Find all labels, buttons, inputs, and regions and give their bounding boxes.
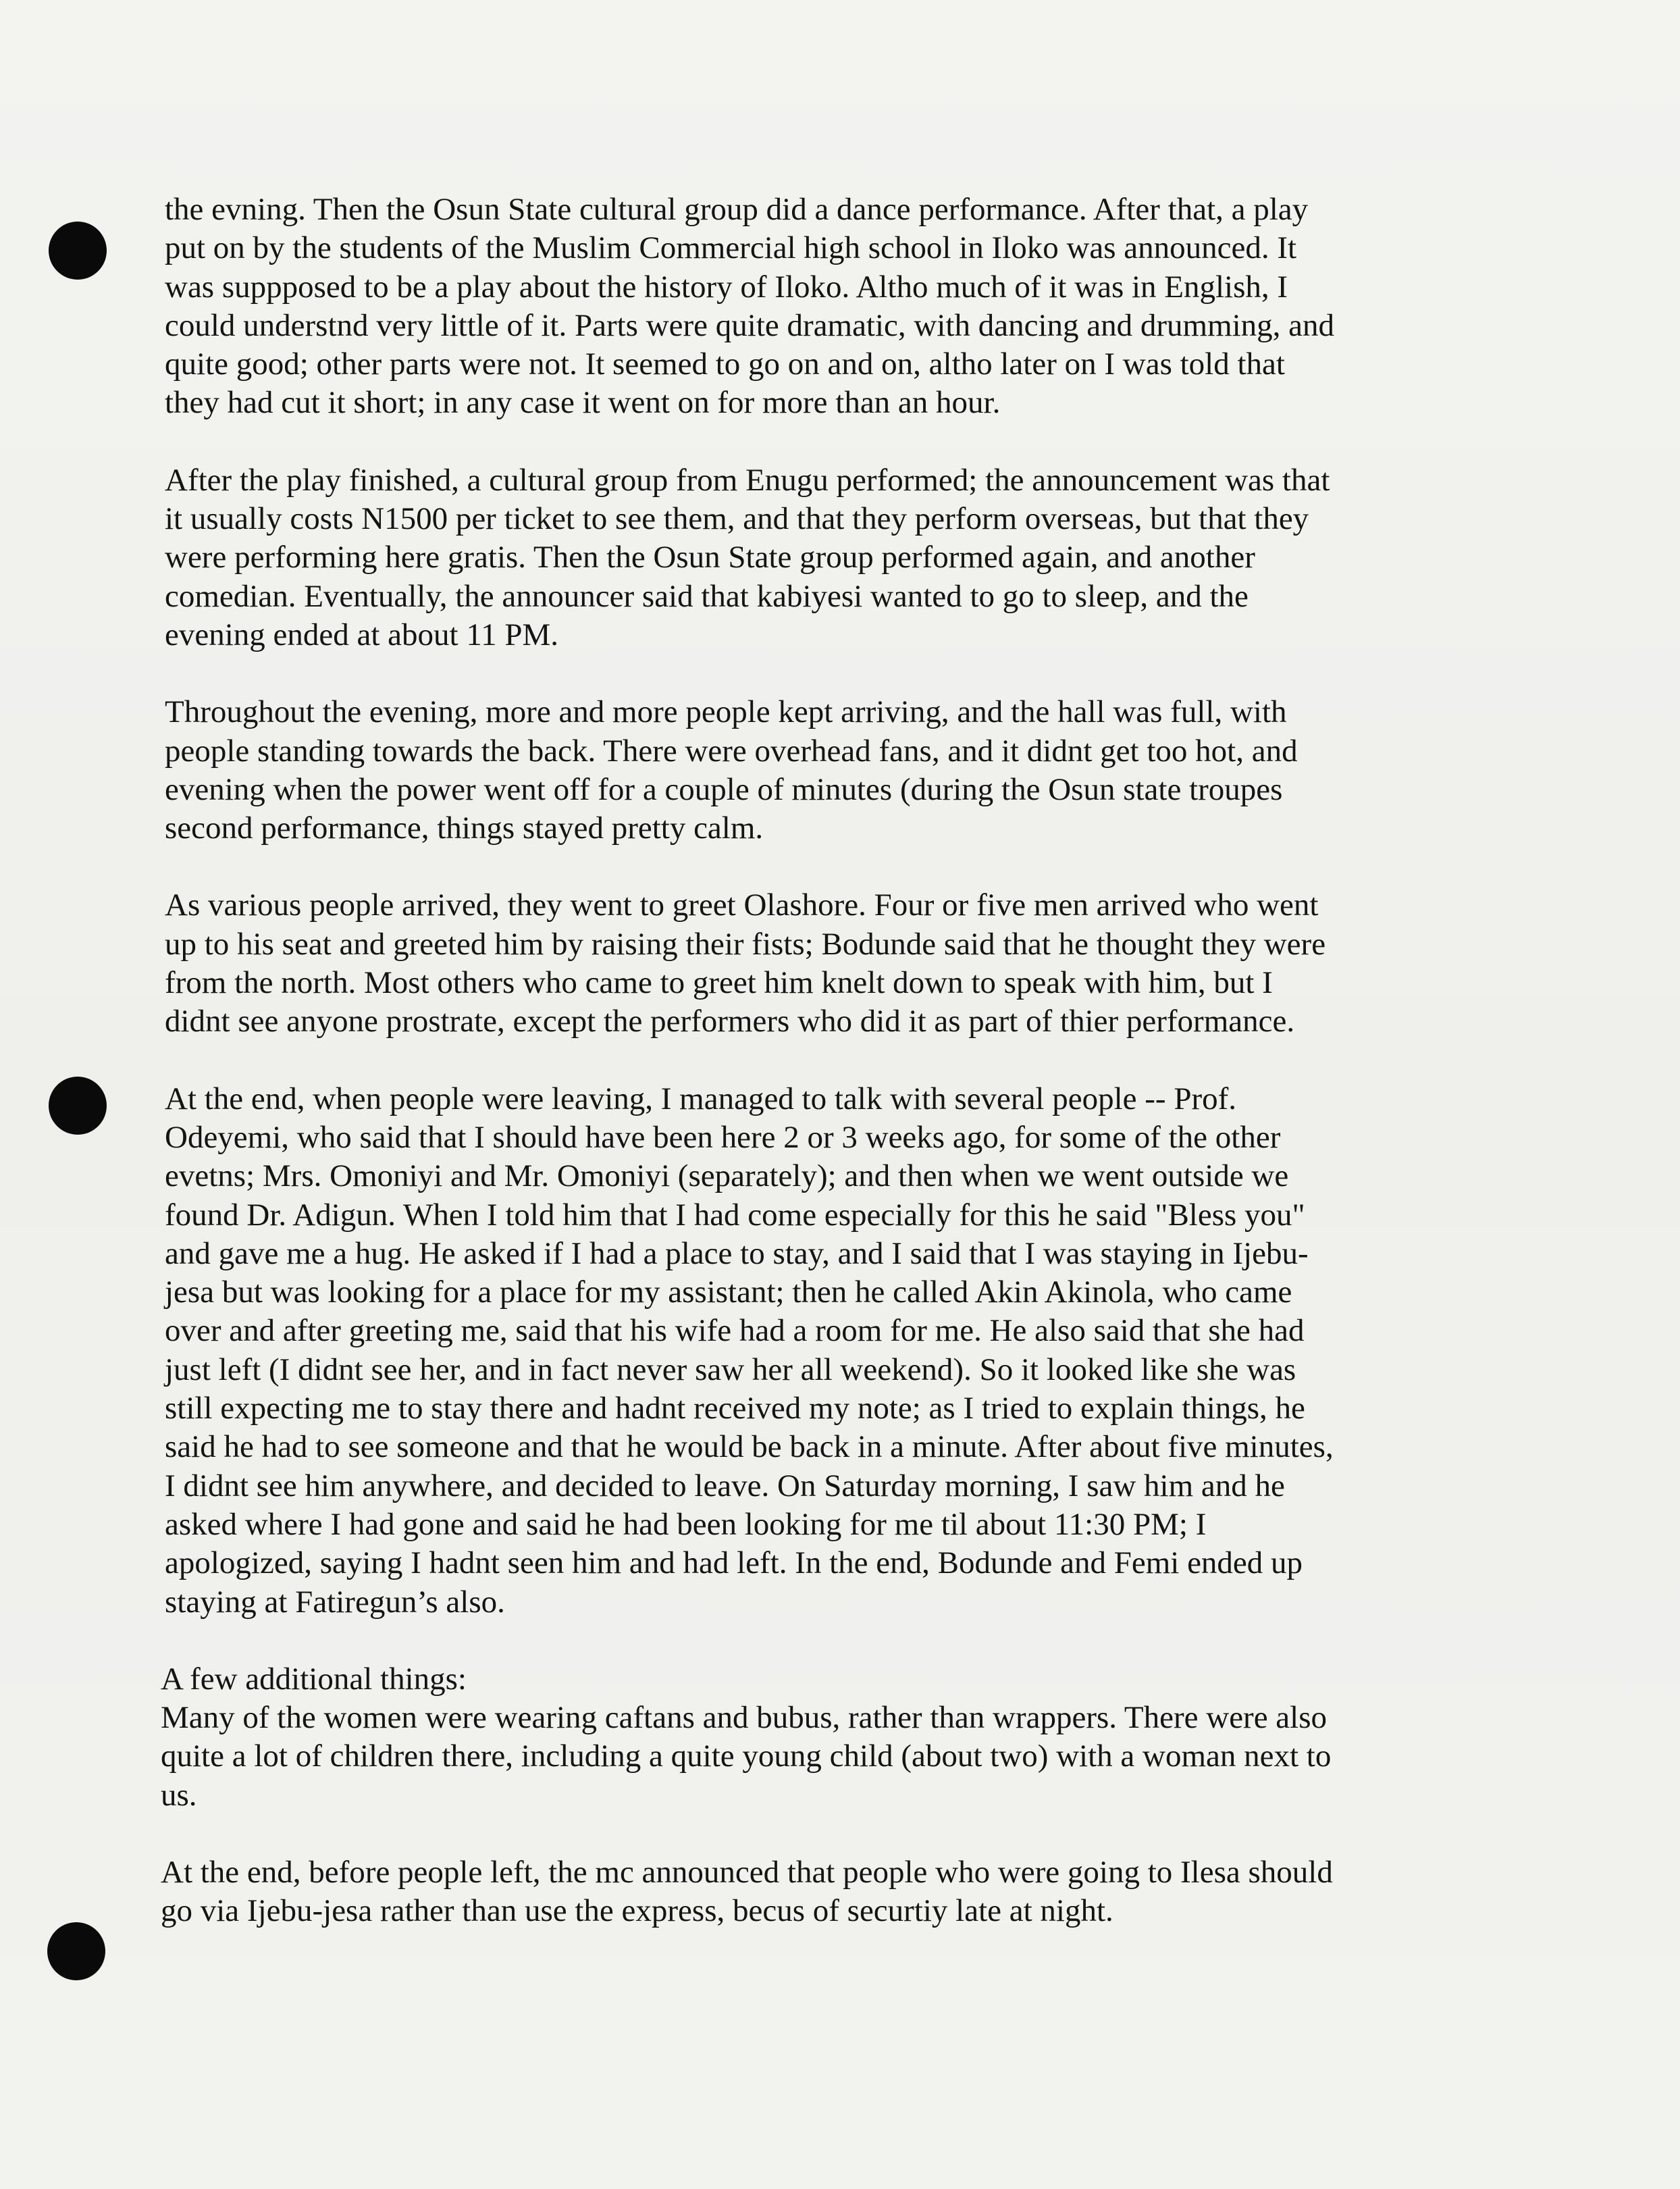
binder-hole-middle <box>49 1077 107 1135</box>
text-line: quite good; other parts were not. It seemed to go on and on, altho later on I was told that <box>165 346 1285 382</box>
text-line: over and after greeting me, said that his wife had a room for me. He also said that she had <box>165 1313 1305 1349</box>
text-line: said he had to see someone and that he would be back in a minute. After about five minutes, <box>165 1429 1334 1465</box>
paragraph-evening-play <box>165 190 1461 423</box>
text-line: second performance, things stayed pretty calm. <box>165 810 764 846</box>
text-line: Many of the women were wearing caftans and bubus, rather than wrappers. There were also <box>161 1700 1328 1736</box>
text-line: Odeyemi, who said that I should have been here 2 or 3 weeks ago, for some of the other <box>165 1119 1281 1155</box>
text-line: could understnd very little of it. Parts were quite dramatic, with dancing and drumming, and <box>165 307 1335 343</box>
text-line: it usually costs N1500 per ticket to see them, and that they perform overseas, but that they <box>165 501 1309 537</box>
text-line: quite a lot of children there, including a quite young child (about two) with a woman next to <box>161 1739 1332 1774</box>
text-line: the evning. Then the Osun State cultural group did a dance performance. After that, a play <box>165 192 1309 227</box>
text-line: found Dr. Adigun. When I told him that I had come especially for this he said "Bless you" <box>165 1197 1305 1233</box>
document-body <box>161 190 1461 1931</box>
text-line: comedian. Eventually, the announcer said that kabiyesi wanted to go to sleep, and the <box>165 578 1249 614</box>
text-line: was suppposed to be a play about the history of Iloko. Altho much of it was in English, I <box>165 269 1288 305</box>
text-line: people standing towards the back. There were overhead fans, and it didnt get too hot, and <box>165 733 1298 769</box>
text-line: evetns; Mrs. Omoniyi and Mr. Omoniyi (separately); and then when we went outside we <box>165 1158 1289 1194</box>
binder-hole-top <box>49 222 107 280</box>
text-line: us. <box>161 1777 197 1813</box>
paragraph-additional-heading <box>161 1660 1461 1699</box>
binder-hole-bottom <box>47 1922 105 1980</box>
paragraph-end-of-evening <box>165 1080 1461 1622</box>
text-line: up to his seat and greeted him by raising their fists; Bodunde said that he thought they were <box>165 926 1326 962</box>
paragraph-women-children <box>161 1699 1461 1815</box>
text-line: apologized, saying I hadnt seen him and had left. In the end, Bodunde and Femi ended up <box>165 1545 1303 1581</box>
text-line: evening when the power went off for a couple of minutes (during the Osun state troupes <box>165 771 1283 807</box>
text-line: jesa but was looking for a place for my assistant; then he called Akin Akinola, who came <box>165 1274 1292 1310</box>
paragraph-greeting-olashore <box>165 886 1461 1041</box>
text-line: didnt see anyone prostrate, except the performers who did it as part of thier performance. <box>165 1004 1295 1039</box>
text-line: and gave me a hug. He asked if I had a place to stay, and I said that I was staying in Ijebu- <box>165 1235 1309 1271</box>
text-line: As various people arrived, they went to greet Olashore. Four or five men arrived who went <box>165 887 1319 923</box>
text-line: I didnt see him anywhere, and decided to leave. On Saturday morning, I saw him and he <box>165 1468 1285 1503</box>
text-line: go via Ijebu-jesa rather than use the express, becus of securtiy late at night. <box>161 1893 1113 1929</box>
text-line: were performing here gratis. Then the Osun State group performed again, and another <box>165 540 1255 575</box>
text-line: Throughout the evening, more and more people kept arriving, and the hall was full, with <box>165 694 1287 730</box>
paragraph-enugu-group <box>165 461 1461 654</box>
paragraph-hall-full <box>165 693 1461 848</box>
text-line: asked where I had gone and said he had been looking for me til about 11:30 PM; I <box>165 1506 1207 1542</box>
text-line: put on by the students of the Muslim Commercial high school in Iloko was announced. It <box>165 230 1297 266</box>
text-line: they had cut it short; in any case it went on for more than an hour. <box>165 385 1001 421</box>
text-line: A few additional things: <box>161 1661 467 1697</box>
text-line: still expecting me to stay there and hadnt received my note; as I tried to explain things, he <box>165 1391 1305 1426</box>
text-line: At the end, before people left, the mc announced that people who were going to Ilesa should <box>161 1854 1333 1890</box>
paragraph-mc-announcement <box>161 1853 1461 1931</box>
text-line: just left (I didnt see her, and in fact never saw her all weekend). So it looked like she was <box>165 1351 1296 1387</box>
text-line: staying at Fatiregun’s also. <box>165 1584 505 1620</box>
text-line: evening ended at about 11 PM. <box>165 617 559 652</box>
text-line: After the play finished, a cultural group from Enugu performed; the announcement was that <box>165 462 1330 498</box>
text-line: At the end, when people were leaving, I managed to talk with several people -- Prof. <box>165 1081 1237 1116</box>
text-line: from the north. Most others who came to greet him knelt down to speak with him, but I <box>165 965 1273 1001</box>
